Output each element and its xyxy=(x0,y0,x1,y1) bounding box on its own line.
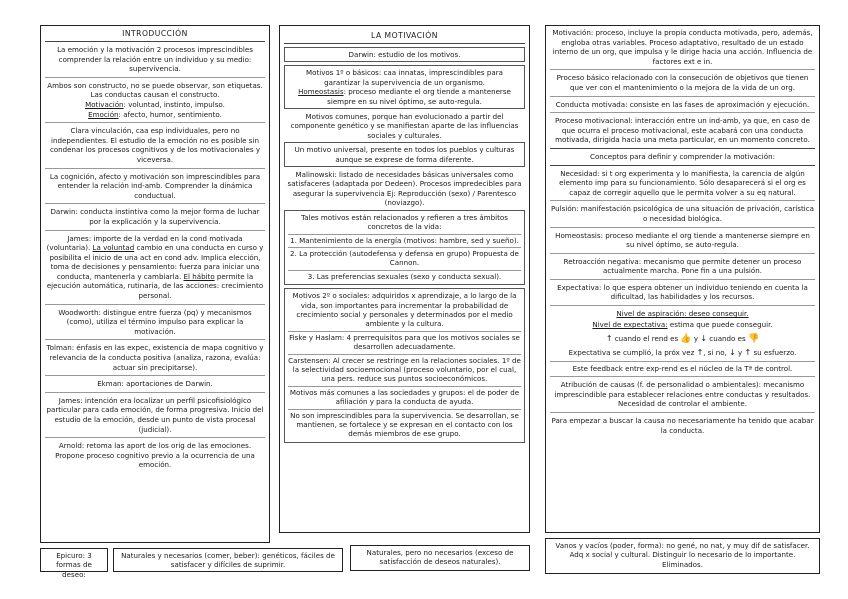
carstensen: Carstensen: Al crecer se restringe en la relaciones sociales. 1º de la selectividad socioemocional (proceso voluntario, por el cual, una pers. reduce sus puntos socioeconómicos. xyxy=(288,355,521,387)
concept-nivel-expectativa xyxy=(550,320,815,329)
concept-homeostasis: Homeostasis: proceso mediante el org tiende a mantenerse siempre en su nivel óptimo, se auto-regula. xyxy=(550,231,815,254)
rend-rule-a: cuando el rend es xyxy=(612,333,681,343)
thumbs-down-icon: 👎 xyxy=(747,333,760,344)
term-homeostasis: Homeostasis xyxy=(298,87,344,97)
concept-retroaccion: Retroacción negativa: mecanismo que permite detener un proceso actualmente marcha. Pone fin a una pulsión. xyxy=(550,257,815,280)
concept-aspiracion: Nivel de aspiración: deseo conseguir. xyxy=(616,309,749,319)
basic-motives xyxy=(284,65,525,109)
term-emocion: Emoción xyxy=(88,109,119,119)
intro-title: INTRODUCCIÓN xyxy=(45,28,265,42)
thumbs-up-icon: 👍 xyxy=(680,333,692,344)
common-social-motives: Motivos más comunes a las sociedades y grupos: el de poder de afiliación y para la conducta de ayuda. xyxy=(288,387,521,410)
three-areas-intro: Tales motivos están relacionados y refieren a tres ámbitos concretos de la vida: xyxy=(288,212,521,235)
desire-natural-unnecessary: Naturales, pero no necesarios (exceso de satisfacción de deseos naturales). xyxy=(350,545,530,571)
intro-column xyxy=(40,25,270,543)
intro-p2b: : voluntad, instinto, impulso. xyxy=(123,99,225,109)
desire-natural-necessary: Naturales y necesarios (comer, beber): genéticos, fáciles de satisfacer y difíciles de suprimir. xyxy=(113,548,343,572)
intro-p11: Arnold: retoma las aport de los orig de las emociones. Propone proceso cognitivo previo a la ocurrencia de una emoción. xyxy=(55,441,255,470)
rend-rule xyxy=(550,334,815,344)
exp-rule-c: y xyxy=(735,348,745,358)
intro-p6a: James: importe de la verdad en la cond motivada (voluntaria). xyxy=(46,233,243,253)
arrow-down-icon: ↓ xyxy=(700,333,708,343)
def-basic-process: Proceso básico relacionado con la consecución de objetivos que tienen que ver con el mantenimiento o la mejora de la vida de un org. xyxy=(550,73,815,96)
fiske-haslam: Fiske y Haslam: 4 prerrequisitos para que los motivos sociales se desarrollen adecuadamente. xyxy=(288,332,521,355)
rend-rule-c: cuando es xyxy=(707,333,748,343)
exp-rule-a: Expectativa se cumplió, la próx vez xyxy=(568,348,697,358)
intro-p2a: Ambos son constructo, no se puede observar, son etiquetas. Las conductas causan el constructo. xyxy=(47,80,263,100)
term-habito: El hábito xyxy=(183,271,215,281)
nivel-expectativa-def: estima que puede conseguir. xyxy=(667,320,773,330)
concept-pulsion: Pulsión: manifestación psicológica de una situación de privación, carística o necesidad biológica. xyxy=(550,204,815,227)
arrow-down-icon: ↓ xyxy=(729,348,736,358)
motivation-column xyxy=(279,25,530,533)
desire-vain-empty: Vanos y vacíos (poder, forma): no gené, no nat, y muy dif de satisfacer. Adq x social y cultural. Distinguir lo necesario de lo importante. Eliminados. xyxy=(545,538,820,574)
not-essential: No son imprescindibles para la supervivencia. Se desarrollan, se mantienen, se fortalece y se expresan en el contacto con los demás miembros de ese grupo. xyxy=(290,410,519,439)
intro-p2c: : afecto, humor, sentimiento. xyxy=(118,109,222,119)
arrow-up-icon: ↑ xyxy=(696,348,704,358)
area-item: 2. La protección (autodefensa y defensa en grupo) Propuesta de Cannon. xyxy=(288,248,521,271)
expectativa-rule xyxy=(550,348,815,361)
epicuro-box: Epicuro: 3 formas de deseo: xyxy=(40,548,108,572)
darwin-note: Darwin: estudio de los motivos. xyxy=(284,47,525,62)
intro-p10: James: intención era localizar un perfil psicofisiológico particular para cada emoción, de forma progresiva. Inicio del estudio de la emoción, desde un punto de vista procesal (judicial). xyxy=(45,396,265,438)
rend-rule-b: y xyxy=(691,333,701,343)
atribucion-causas: Atribución de causas (f. de personalidad o ambientales): mecanismo imprescindible para establecer relaciones entre conductas y resultados. Necesidad de controlar el ambiente. xyxy=(550,380,815,413)
social-motives-def: Motivos 2º o sociales: adquiridos x aprendizaje, a lo largo de la vida, son importantes para incrementar la probabilidad de crecimiento social y personales y determinados por el medio ambiente y la cultura. xyxy=(288,290,521,332)
buscar-causa: Para empezar a buscar la causa no necesariamente ha tenido que acabar la conducta. xyxy=(551,416,814,435)
intro-p6 xyxy=(45,234,265,305)
intro-p4: La cognición, afecto y motivación son imprescindibles para entender la relación ind-amb. Comprender la dinámica conductual. xyxy=(45,172,265,205)
universal-motive: Un motivo universal, presente en todos los pueblos y culturas aunque se exprese de forma diferente. xyxy=(284,142,525,167)
exp-rule-d: su esfuerzo. xyxy=(751,348,797,358)
term-motivacion: Motivación xyxy=(85,99,124,109)
malinowski: Malinowski: listado de necesidades básicas universales como satisfaceres (adaptada por Dedeen). Procesos impredecibles para asegurar la supervivencia Ej: Reproducción (sexo) / Parentesco (noviazgo). xyxy=(287,170,522,208)
common-motives: Motivos comunes, porque han evolucionado a partir del componente genético y se manifiestan aparte de las influencias sociales y culturales. xyxy=(290,112,519,140)
concept-necesidad: Necesidad: si t org experimenta y lo manifiesta, la carencia de algún elemento imp para su funcionamiento. Sólo desaparecerá si el org es capaz de corregir aquello que le permita volver a su eq natural. xyxy=(550,169,815,202)
homeostasis-def: : proceso mediante el org tiende a mantenerse siempre en su nivel óptimo, se auto-regula. xyxy=(327,87,511,106)
concepts-title: Conceptos para definir y comprender la motivación: xyxy=(550,152,815,166)
arrow-up-icon: ↑ xyxy=(605,333,613,343)
def-proceso-motivacional: Proceso motivacional: interacción entre un ind-amb, ya que, en caso de que ocurra el proceso motivacional, este acabará con una conducta motivada, dirigida hacia una meta particular, en un momento concreto. xyxy=(550,116,815,149)
term-nivel-expectativa: Nivel de expectativa: xyxy=(592,320,668,330)
intro-p7: Woodworth: distingue entre fuerza (pq) y mecanismos (como), utiliza el término impulso para explicar la motivación. xyxy=(45,308,265,341)
intro-p3: Clara vinculación, caa esp individuales, pero no independientes. El estudio de la emoción no es posible sin condenar los procesos cognitivos y de los motivacionales y viceversa. xyxy=(45,126,265,168)
area-item: 3. Las preferencias sexuales (sexo y conducta sexual). xyxy=(307,271,502,281)
exp-rule-b: , si no, xyxy=(703,348,730,358)
feedback-note: Este feedback entre exp-rend es el núcleo de la Tª de control. xyxy=(550,364,815,378)
intro-p6c: permite la ejecución automática, rutinaria, de las acciones: crecimiento personal. xyxy=(46,271,264,301)
def-motivacion: Motivación: proceso, incluye la propia conducta motivada, pero, además, engloba otras variables. Proceso adaptativo, resultado de un estado interno de un org, que impulsa y le dirige hacia una acción. Influencia de factores ext e in. xyxy=(550,28,815,70)
intro-p2 xyxy=(45,81,265,123)
motivation-title: LA MOTIVACIÓN xyxy=(284,30,525,44)
definitions-column xyxy=(545,25,820,533)
term-voluntad: La voluntad xyxy=(92,243,135,253)
intro-p1: La emoción y la motivación 2 procesos imprescindibles comprender la relación entre un individuo y su medio: supervivencia. xyxy=(45,45,265,78)
def-conducta-motivada: Conducta motivada: consiste en las fases de aproximación y ejecución. xyxy=(550,100,815,114)
intro-p8: Tolman: énfasis en las expec, existencia de mapa cognitivo y relevancia de la conducta positiva (analiza, razona, evalúa: actuar sin precipitarse). xyxy=(45,343,265,376)
social-motives xyxy=(284,288,525,443)
intro-p5: Darwin: conducta instintiva como la mejor forma de luchar por la explicación y la supervivencia. xyxy=(45,207,265,230)
basic-motives-text: Motivos 1º o básicos: caa innatas, imprescindibles para garantizar la supervivencia de un organismo. xyxy=(306,68,503,87)
intro-p6b: cambio en una conducta en curso y posibilita el inicio de una act en cond adv. Implica elección, toma de decisiones y pensamiento: fuerza para iniciar una conducta, mantenerla y cambiarla. xyxy=(49,243,264,281)
area-item: 1. Mantenimiento de la energía (motivos: hambre, sed y sueño). xyxy=(288,235,521,248)
three-areas xyxy=(284,210,525,285)
concept-expectativa: Expectativa: lo que espera obtener un individuo teniendo en cuenta la dificultad, las habilidades y los recursos. xyxy=(550,283,815,306)
intro-p9: Ekman: aportaciones de Darwin. xyxy=(45,379,265,393)
arrow-up-icon: ↑ xyxy=(744,348,752,358)
